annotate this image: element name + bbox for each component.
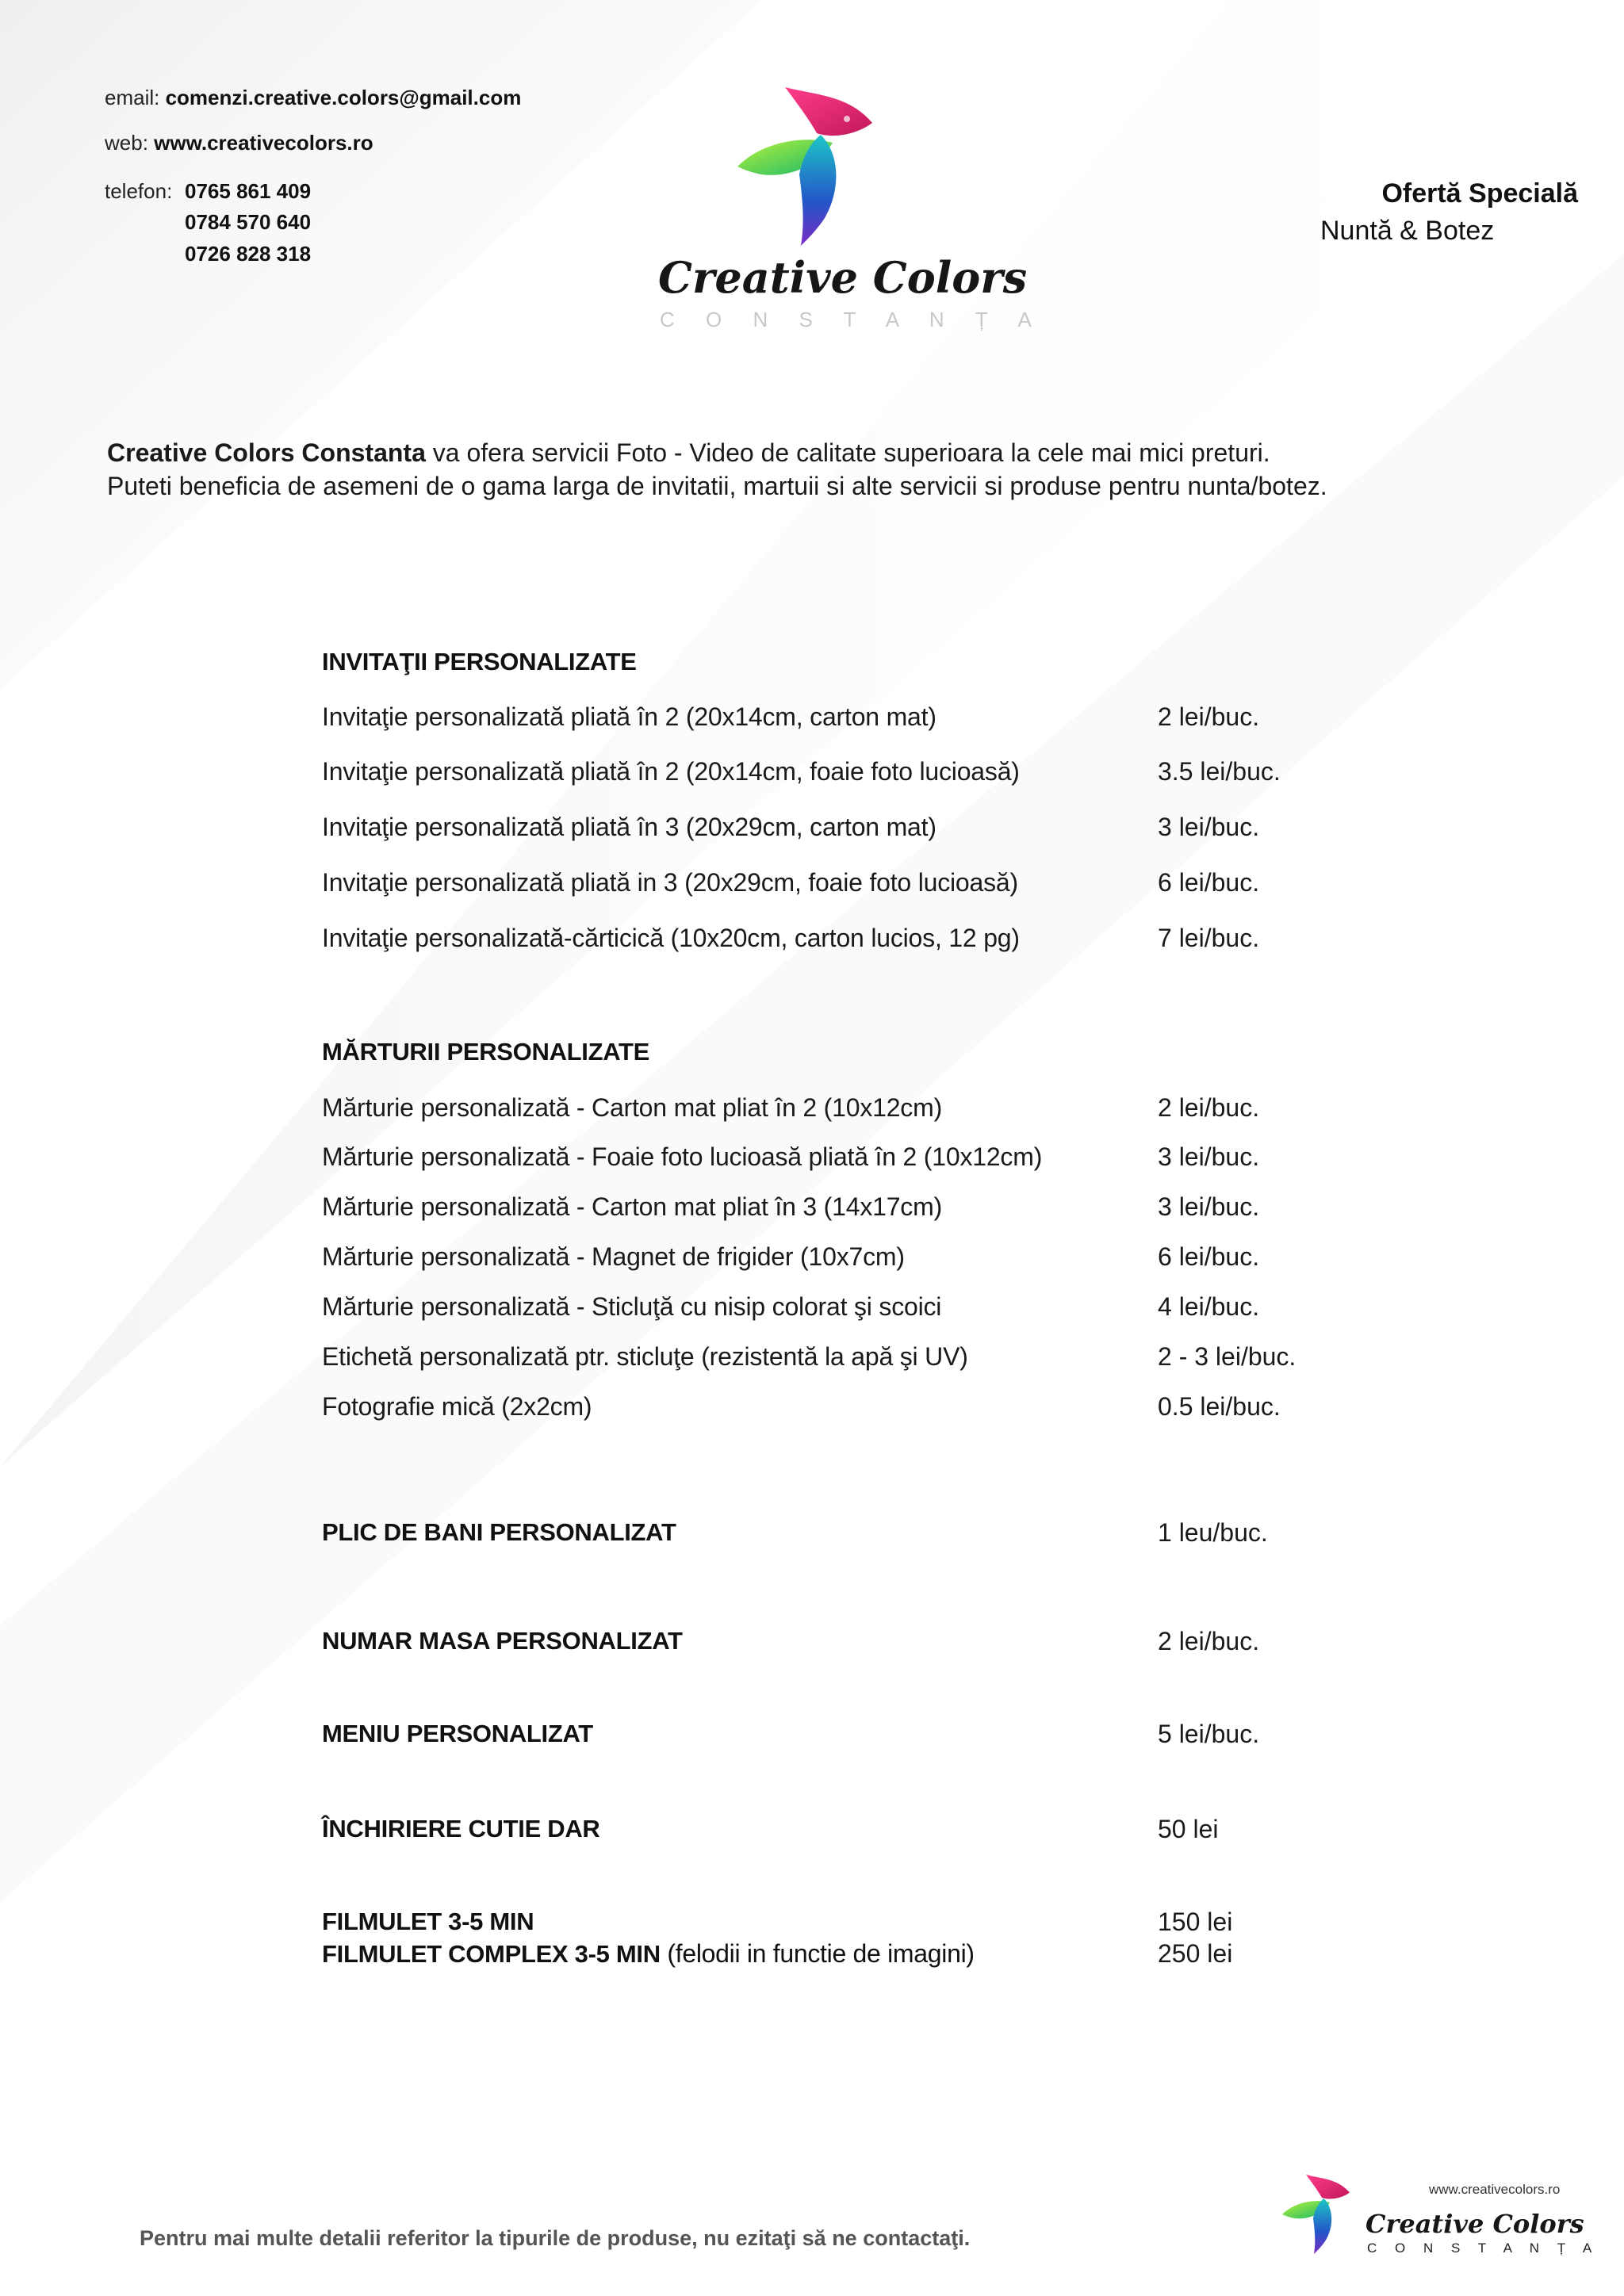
marturii-heading: MĂRTURII PERSONALIZATE [322,1038,650,1066]
list-item-name: Mărturie personalizată - Sticluţă cu nisip colorat şi scoici [322,1292,942,1321]
list-item-name: Invitaţie personalizată pliată în 2 (20x14cm, foaie foto lucioasă) [322,757,1020,786]
phone-label: telefon: [105,179,173,203]
list-item-name: Mărturie personalizată - Carton mat pliat în 2 (10x12cm) [322,1093,943,1122]
intro-line-2: Puteti beneficia de asemeni de o gama larga de invitatii, martuii si alte servicii si produse pentru nunta/botez. [107,472,1327,500]
list-item-name: Etichetă personalizată ptr. sticluţe (rezistentă la apă şi UV) [322,1342,968,1371]
footer-logo-title: Creative Colors [1365,2209,1584,2239]
list-item-price: 3 lei/buc. [1158,1142,1260,1171]
filmulet-complex-price: 250 lei [1158,1939,1233,1968]
list-item-price: 2 - 3 lei/buc. [1158,1342,1297,1371]
list-item-price: 3 lei/buc. [1158,813,1260,841]
intro-line-1 [107,436,1327,469]
footer-bird-logo-icon [1278,2171,1365,2258]
offer-title: Ofertă Specială [1381,178,1578,209]
plic-price: 1 leu/buc. [1158,1518,1268,1547]
list-item-price: 0.5 lei/buc. [1158,1392,1281,1421]
numar-masa-heading: NUMAR MASA PERSONALIZAT [322,1627,683,1655]
web-line [105,131,373,155]
cutie-dar-price: 50 lei [1158,1815,1219,1843]
list-item-price: 6 lei/buc. [1158,868,1260,897]
list-item-name: Mărturie personalizată - Foaie foto lucioasă pliată în 2 (10x12cm) [322,1142,1043,1171]
list-item-price: 2 lei/buc. [1158,1093,1260,1122]
list-item-name: Invitaţie personalizată-cărticică (10x20cm, carton lucios, 12 pg) [322,924,1020,952]
footer-web[interactable]: www.creativecolors.ro [1429,2182,1561,2197]
list-item-price: 3.5 lei/buc. [1158,757,1281,786]
phone-2[interactable]: 0784 570 640 [185,210,312,234]
meniu-heading: MENIU PERSONALIZAT [322,1720,593,1747]
list-item-name: Invitaţie personalizată pliată in 3 (20x29cm, foaie foto lucioasă) [322,868,1018,897]
offer-subtitle: Nuntă & Botez [1320,216,1495,246]
list-item-price: 7 lei/buc. [1158,924,1260,952]
list-item-name: Mărturie personalizată - Magnet de frigider (10x7cm) [322,1242,905,1271]
logo-title: Creative Colors [658,252,1028,303]
phone-3[interactable]: 0726 828 318 [185,242,312,266]
web-label: web: [105,131,148,155]
web-value[interactable]: www.creativecolors.ro [154,131,373,155]
filmulet-heading: FILMULET 3-5 MIN [322,1908,534,1935]
meniu-price: 5 lei/buc. [1158,1720,1260,1748]
invitatii-heading: INVITAŢII PERSONALIZATE [322,648,637,675]
cutie-dar-heading: ÎNCHIRIERE CUTIE DAR [322,1815,600,1843]
filmulet-complex-heading: FILMULET COMPLEX 3-5 MIN [322,1940,661,1968]
email-label: email: [105,86,160,109]
email-line [105,86,521,110]
bird-logo-icon [730,79,904,254]
phone-1[interactable]: 0765 861 409 [185,179,312,203]
filmulet-complex-line [322,1939,975,1969]
intro-brand: Creative Colors Constanta [107,438,426,467]
footer-contact-note: Pentru mai multe detalii referitor la tipurile de produse, nu ezitaţi să ne contactaţi. [140,2226,971,2250]
list-item-name: Invitaţie personalizată pliată în 3 (20x29cm, carton mat) [322,813,936,841]
plic-heading: PLIC DE BANI PERSONALIZAT [322,1518,676,1546]
filmulet-complex-note: (felodii in functie de imagini) [660,1939,975,1968]
intro-line-1-rest: va ofera servicii Foto - Video de calitate superioara la cele mai mici preturi. [425,438,1270,467]
numar-masa-price: 2 lei/buc. [1158,1627,1260,1655]
list-item-name: Invitaţie personalizată pliată în 2 (20x14cm, carton mat) [322,702,936,731]
logo-subtitle: C O N S T A N Ț A [660,308,1044,331]
list-item-price: 2 lei/buc. [1158,702,1260,731]
footer-logo-subtitle: C O N S T A N Ț A [1367,2241,1599,2256]
filmulet-price: 150 lei [1158,1908,1233,1936]
list-item-name: Mărturie personalizată - Carton mat pliat în 3 (14x17cm) [322,1192,943,1221]
intro-text [107,436,1327,503]
list-item-name: Fotografie mică (2x2cm) [322,1392,592,1421]
list-item-price: 3 lei/buc. [1158,1192,1260,1221]
list-item-price: 6 lei/buc. [1158,1242,1260,1271]
list-item-price: 4 lei/buc. [1158,1292,1260,1321]
email-value[interactable]: comenzi.creative.colors@gmail.com [165,86,522,109]
